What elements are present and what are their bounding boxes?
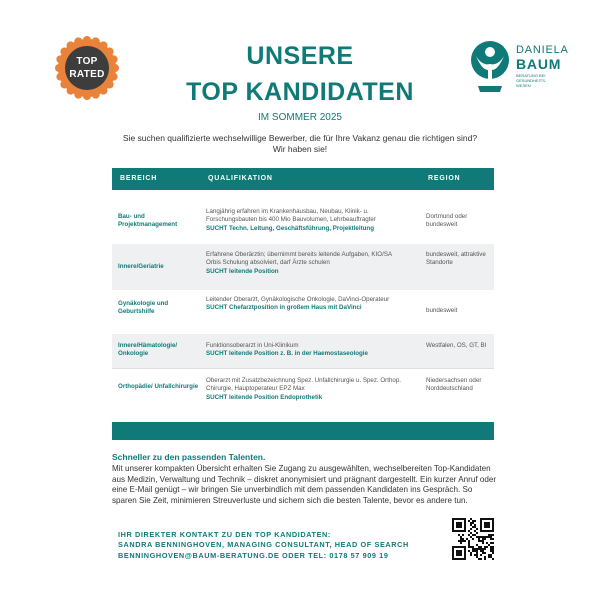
logo-tagline bbox=[516, 73, 566, 88]
row-region: Dortmund oder bundesweit bbox=[426, 213, 468, 229]
page-subtitle: IM SOMMER 2025 bbox=[258, 112, 342, 123]
page-title-line1: UNSERE bbox=[246, 42, 354, 70]
contact-heading: IHR DIREKTER KONTAKT ZU DEN TOP KANDIDATEN: bbox=[118, 530, 331, 539]
intro-line1: Sie suchen qualifizierte wechselwillige Bewerber, die für Ihre Vakanz genau die richtigen sind? bbox=[122, 133, 478, 143]
row-qualifikation-text: Langjährig erfahren im Krankenhausbau, Neubau, Klinik- u. Forschungsbauten bis 400 Mio Bauvolumen, Lehrbeauftragter bbox=[206, 208, 376, 224]
table-row bbox=[112, 200, 494, 244]
table-row bbox=[112, 369, 494, 413]
row-bereich: Bau- und Projektmanagement bbox=[118, 213, 178, 229]
row-bereich: Orthopädie/ Unfallchirurgie bbox=[118, 383, 199, 390]
row-sucht: SUCHT leitende Position z. B. in der Haemostaseologie bbox=[206, 350, 368, 358]
row-qualifikation bbox=[206, 377, 402, 402]
qr-code-icon[interactable] bbox=[452, 518, 494, 560]
row-region: bundesweit, attraktive Standorte bbox=[426, 251, 486, 267]
logo-tagline-1: BERATUNG BEI bbox=[516, 73, 546, 78]
header-bereich: BEREICH bbox=[120, 175, 158, 182]
row-sucht: SUCHT leitende Position bbox=[206, 267, 279, 275]
contact-person: SANDRA BENNINGHOVEN, MANAGING CONSULTANT, HEAD OF SEARCH bbox=[118, 540, 409, 550]
row-qualifikation-text: Funktionsoberarzt in Uni-Klinikum bbox=[206, 342, 299, 349]
header-qualifikation: QUALIFIKATION bbox=[208, 175, 273, 182]
tree-person-icon bbox=[468, 40, 512, 96]
candidates-table bbox=[112, 168, 494, 440]
row-qualifikation bbox=[206, 296, 402, 313]
row-bereich: Innere/Geriatrie bbox=[118, 263, 164, 270]
table-row bbox=[112, 290, 494, 334]
badge-line1: TOP bbox=[76, 56, 98, 67]
section-heading: Schneller zu den passenden Talenten. bbox=[112, 452, 266, 462]
table-row bbox=[112, 334, 494, 368]
table-header bbox=[112, 168, 494, 190]
row-qualifikation bbox=[206, 208, 402, 233]
contact-block bbox=[118, 530, 448, 561]
row-sucht: SUCHT Chefarztposition in großem Haus mit DaVinci bbox=[206, 304, 362, 312]
contact-email-phone[interactable]: BENNINGHOVEN@BAUM-BERATUNG.DE ODER TEL: 0178 57 909 19 bbox=[118, 550, 389, 560]
logo-tagline-2: GESUNDHEITS- bbox=[516, 78, 547, 83]
header-region: REGION bbox=[428, 175, 461, 182]
row-qualifikation-text: Leitender Oberarzt, Gynäkologische Onkologie, DaVinci-Operateur bbox=[206, 296, 390, 303]
row-sucht: SUCHT Techn. Leitung, Geschäftsführung, Projektleitung bbox=[206, 224, 374, 232]
row-bereich: Gynäkologie und Geburtshilfe bbox=[118, 300, 169, 316]
row-bereich: Innere/Hämatologie/ Onkologie bbox=[118, 342, 178, 358]
intro-line2: Wir haben sie! bbox=[272, 144, 328, 154]
row-sucht: SUCHT leitende Position Endoprothetik bbox=[206, 393, 323, 401]
row-qualifikation bbox=[206, 251, 402, 276]
row-region: Westfalen, OS, GT, BI bbox=[426, 342, 487, 349]
logo-tagline-3: WESEN bbox=[516, 83, 531, 88]
section-body: Mit unserer kompakten Übersicht erhalten Sie Zugang zu ausgewählten, wechselbereiten Top-Kandidaten aus Medizin, Verwaltung und Technik – diskret anonymisiert und prägnant dargestellt. Ein kurzer Anruf oder eine E-Mail genügt – wir bringen Sie unverbindlich mit dem passenden Kandidaten ins Gespräch. So sparen Sie Zeit, minimieren Streuverluste und sichern sich die besten Talente, bevor es andere tun. bbox=[112, 464, 497, 505]
row-region: Niedersachsen oder Norddeutschland bbox=[426, 377, 482, 393]
company-logo[interactable] bbox=[468, 40, 578, 100]
page-title-line2: TOP KANDIDATEN bbox=[186, 78, 414, 106]
badge-text bbox=[55, 36, 119, 100]
top-rated-badge bbox=[55, 36, 119, 100]
row-qualifikation bbox=[206, 342, 402, 359]
badge-line2: RATED bbox=[69, 69, 105, 80]
table-row bbox=[112, 244, 494, 290]
row-qualifikation-text: Oberarzt mit Zusatzbezeichnung Spez. Unfallchirurgie u. Spez. Orthop. Chirurgie, Hauptoperateur EPZ Max bbox=[206, 377, 401, 393]
logo-name-first: DANIELA bbox=[516, 44, 569, 56]
logo-name-last: BAUM bbox=[516, 56, 562, 72]
intro-text bbox=[110, 133, 490, 155]
row-region: bundesweit bbox=[426, 307, 458, 314]
row-qualifikation-text: Erfahrene Oberärztin; übernimmt bereits leitende Aufgaben, KIO/SA Orbis Schulung absolviert, darf Ärzte schulen bbox=[206, 251, 392, 267]
table-footer-bar bbox=[112, 422, 494, 440]
